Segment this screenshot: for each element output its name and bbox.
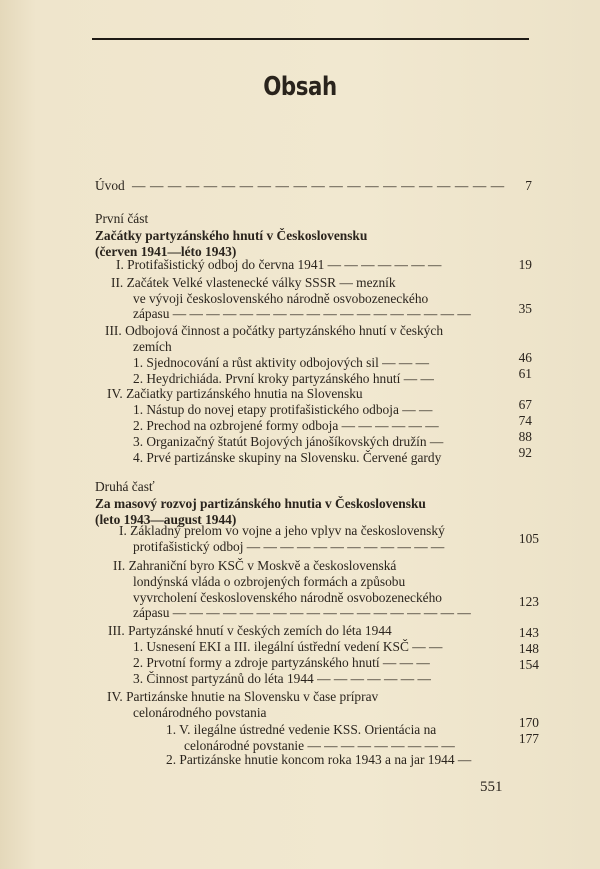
part1-label: První část xyxy=(95,211,149,226)
part2-heading-line2: (leto 1943—august 1944) xyxy=(95,512,237,527)
toc-entry: I. Základný prelom vo vojne a jeho vplyv na československý xyxy=(119,523,445,538)
toc-entry: I. Protifašistický odboj do června 1941 — — — — — — — xyxy=(116,257,442,272)
toc-entry: 1. V. ilegálne ústredné vedenie KSS. Orientácia na xyxy=(166,722,437,737)
toc-entry: ve vývoji československého národně osvobozeneckého xyxy=(133,291,429,306)
toc-entry: zápasu — — — — — — — — — — — — — — — — — — xyxy=(133,306,471,321)
toc-entry-page: 88 xyxy=(518,429,532,444)
toc-entry: 2. Partizánske hnutie koncom roka 1943 a na jar 1944 — xyxy=(166,752,472,767)
part2-label: Druhá časť xyxy=(95,479,155,494)
toc-entry-page: 123 xyxy=(518,594,539,609)
toc-entry: II. Zahraniční byro KSČ v Moskvě a československá xyxy=(113,558,397,573)
toc-entry-page: 143 xyxy=(518,625,539,640)
toc-entry: 2. Prvotní formy a zdroje partyzánského hnutí — — — xyxy=(133,655,430,670)
toc-entry-page: 74 xyxy=(518,413,532,428)
top-rule xyxy=(92,38,529,40)
toc-entry: protifašistický odboj — — — — — — — — — — — — xyxy=(133,539,445,554)
toc-entry: londýnská vláda o ozbrojených formách a způsobu xyxy=(133,574,406,589)
toc-entry: III. Partyzánské hnutí v českých zemích do léta 1944 xyxy=(108,623,392,638)
toc-entry-page: 92 xyxy=(518,445,532,460)
toc-entry: 2. Heydrichiáda. První kroky partyzánského hnutí — — xyxy=(133,371,434,386)
toc-entry-page: 148 xyxy=(518,641,539,656)
toc-entry: IV. Začiatky partizánského hnutia na Slovensku xyxy=(107,386,363,401)
toc-entry: 1. Usnesení EKI a III. ilegální ústřední vedení KSČ — — xyxy=(133,639,443,654)
toc-entry: IV. Partizánske hnutie na Slovensku v čase príprav xyxy=(107,689,379,704)
toc-entry: vyvrcholení československého národně osvobozeneckého xyxy=(133,590,443,605)
toc-entry-page: 170 xyxy=(518,715,539,730)
page-title: Obsah xyxy=(263,72,337,102)
toc-entry-page: 177 xyxy=(518,731,539,746)
toc-entry: zemích xyxy=(133,339,172,354)
toc-entry-page: 154 xyxy=(518,657,539,672)
toc-entry: celonárodného povstania xyxy=(133,705,267,720)
toc-entry-page: 35 xyxy=(518,301,532,316)
toc-entry-page: 61 xyxy=(518,366,532,381)
toc-entry: celonárodné povstanie — — — — — — — — — xyxy=(184,738,455,753)
toc-entry-page: 105 xyxy=(518,531,539,546)
toc-entry: 3. Činnost partyzánů do léta 1944 — — — — — — — xyxy=(133,671,431,686)
toc-entry: 4. Prvé partizánske skupiny na Slovensku. Červené gardy xyxy=(133,450,442,465)
toc-entry: III. Odbojová činnost a počátky partyzánského hnutí v českých xyxy=(105,323,444,338)
page-number: 551 xyxy=(480,779,503,795)
toc-intro-dashes: — — — — — — — — — — — — — — — — — — — — — xyxy=(132,178,505,193)
toc-entry-page: 67 xyxy=(518,397,532,412)
toc-entry: 1. Sjednocování a růst aktivity odbojových sil — — — xyxy=(133,355,430,370)
toc-entry-page: 46 xyxy=(518,350,532,365)
part1-heading-line1: Začátky partyzánského hnutí v Československu xyxy=(95,228,368,243)
toc-entry: II. Začátek Velké vlastenecké války SSSR — mezník xyxy=(111,275,396,290)
toc-entry: 2. Prechod na ozbrojené formy odboja — — — — — — xyxy=(133,418,439,433)
toc-intro-page: 7 xyxy=(525,178,532,193)
toc-intro-label: Úvod xyxy=(95,178,125,193)
toc-entry: zápasu — — — — — — — — — — — — — — — — — — xyxy=(133,605,471,620)
toc-entry: 1. Nástup do novej etapy protifašistického odboja — — xyxy=(133,402,433,417)
part1-heading-line2: (červen 1941—léto 1943) xyxy=(95,244,237,259)
toc-entry: 3. Organizačný štatút Bojových jánošíkovských družín — xyxy=(133,434,444,449)
toc-entry-page: 19 xyxy=(518,257,532,272)
part2-heading-line1: Za masový rozvoj partizánského hnutia v Československu xyxy=(95,496,426,511)
